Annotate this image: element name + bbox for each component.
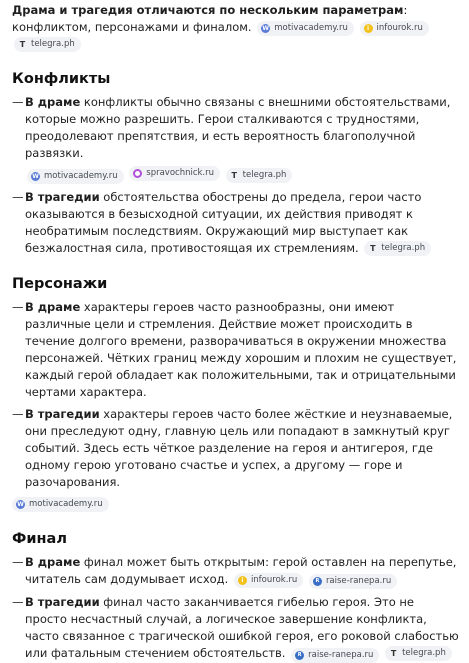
infourok-icon: i	[364, 24, 373, 33]
dash-bullet: —	[12, 190, 24, 204]
item-lead: В драме	[25, 300, 81, 314]
source-chip-telegraph[interactable]: T telegra.ph	[364, 241, 431, 256]
source-chip-telegraph[interactable]: T telegra.ph	[226, 168, 293, 183]
source-chip-ranepa[interactable]: R raise-ranepa.ru	[309, 574, 397, 589]
intro-rest: : конфликтом, персонажами и финалом.	[12, 3, 408, 34]
item-text: конфликты обычно связаны с внешними обстоятельствами, которые можно разрешить. Герои сталкиваются с трудностями, преодолевают препятствия, и есть вероятность благополучной развязки.	[25, 95, 451, 160]
dash-bullet: —	[12, 300, 24, 314]
intro-bold: Драма и трагедия отличаются по нескольким параметрам	[12, 3, 404, 17]
conflicts-list	[12, 94, 459, 257]
telegraph-icon: T	[390, 649, 397, 658]
item-text: финал часто заканчивается гибелью героя. Это не просто несчастный случай, а логическое завершение конфликта, часто связанное с трагической ошибкой героя, его роковой слабостью или фатальным стечением обстоятельств.	[25, 595, 459, 660]
item-text: характеры героев часто более жёсткие и неузнаваемые, они преследуют одну, главную цель или попадают в замкнутый круг событий. Здесь есть чёткое разделение на героя и антигероя, где одному герою уготовано счастье и успех, а другому — горе и разочарования.	[25, 407, 453, 489]
item-text: обстоятельства обострены до предела, герои часто оказываются в безысходной ситуации, их действия приводят к необратимым последствиям. Окружающий мир выступает как безжалостная сила, противостоящая их стремлениям.	[25, 190, 422, 255]
finale-list	[12, 554, 459, 663]
list-item	[12, 94, 459, 184]
source-chip-infourok[interactable]: i infourok.ru	[360, 21, 429, 36]
source-chip-spravochnick[interactable]: spravochnick.ru	[129, 166, 220, 181]
item-text: финал может быть открытым: герой оставлен на перепутье, читатель сам додумывает исход.	[25, 555, 457, 586]
section-title-conflicts: Конфликты	[12, 71, 111, 87]
characters-list	[12, 299, 459, 491]
source-chip-infourok[interactable]: i infourok.ru	[234, 573, 303, 588]
telegraph-icon: T	[231, 171, 237, 180]
source-chip-motivacademy[interactable]: W motivacademy.ru	[257, 21, 354, 36]
source-chip-ranepa[interactable]: R raise-ranepa.ru	[291, 648, 379, 663]
section-title-characters: Персонажи	[12, 276, 108, 292]
list-item	[12, 554, 459, 589]
item-lead: В трагедии	[25, 595, 100, 609]
telegraph-icon: T	[19, 40, 26, 49]
list-item	[12, 189, 459, 257]
dash-bullet: —	[12, 95, 24, 109]
ranepa-icon: R	[313, 577, 322, 586]
telegraph-icon: T	[370, 244, 376, 253]
item-lead: В трагедии	[25, 190, 100, 204]
source-chip-motivacademy[interactable]: W motivacademy.ru	[27, 169, 124, 184]
item-text: характеры героев часто разнообразны, они имеют различные цели и стремления. Действие может происходить в течение долгого времени, разворачиваться в окружении множества персонажей. Чётких границ между хорошим и плохим не существует, каждый герой обладает как положительными, так и отрицательными чертами характера.	[25, 300, 457, 399]
spravochnick-icon	[133, 169, 142, 178]
dash-bullet: —	[12, 595, 24, 609]
intro-paragraph	[12, 0, 459, 53]
dash-bullet: —	[12, 407, 24, 421]
source-chip-telegraph[interactable]: T telegra.ph	[14, 37, 81, 52]
infourok-icon: i	[238, 576, 247, 585]
motivacademy-icon: W	[17, 501, 24, 508]
list-item	[12, 299, 459, 401]
item-lead: В трагедии	[25, 407, 100, 421]
motivacademy-icon: W	[262, 25, 270, 32]
motivacademy-icon: W	[32, 173, 39, 180]
list-item	[12, 594, 459, 663]
source-chip-telegraph[interactable]: T telegra.ph	[385, 646, 452, 661]
sources-row	[25, 166, 459, 184]
item-lead: В драме	[25, 95, 81, 109]
ranepa-icon: R	[295, 651, 304, 660]
dash-bullet: —	[12, 555, 24, 569]
section-title-finale: Финал	[12, 531, 67, 547]
list-item	[12, 406, 459, 491]
source-chip-motivacademy[interactable]: W motivacademy.ru	[12, 497, 109, 512]
item-lead: В драме	[25, 555, 81, 569]
